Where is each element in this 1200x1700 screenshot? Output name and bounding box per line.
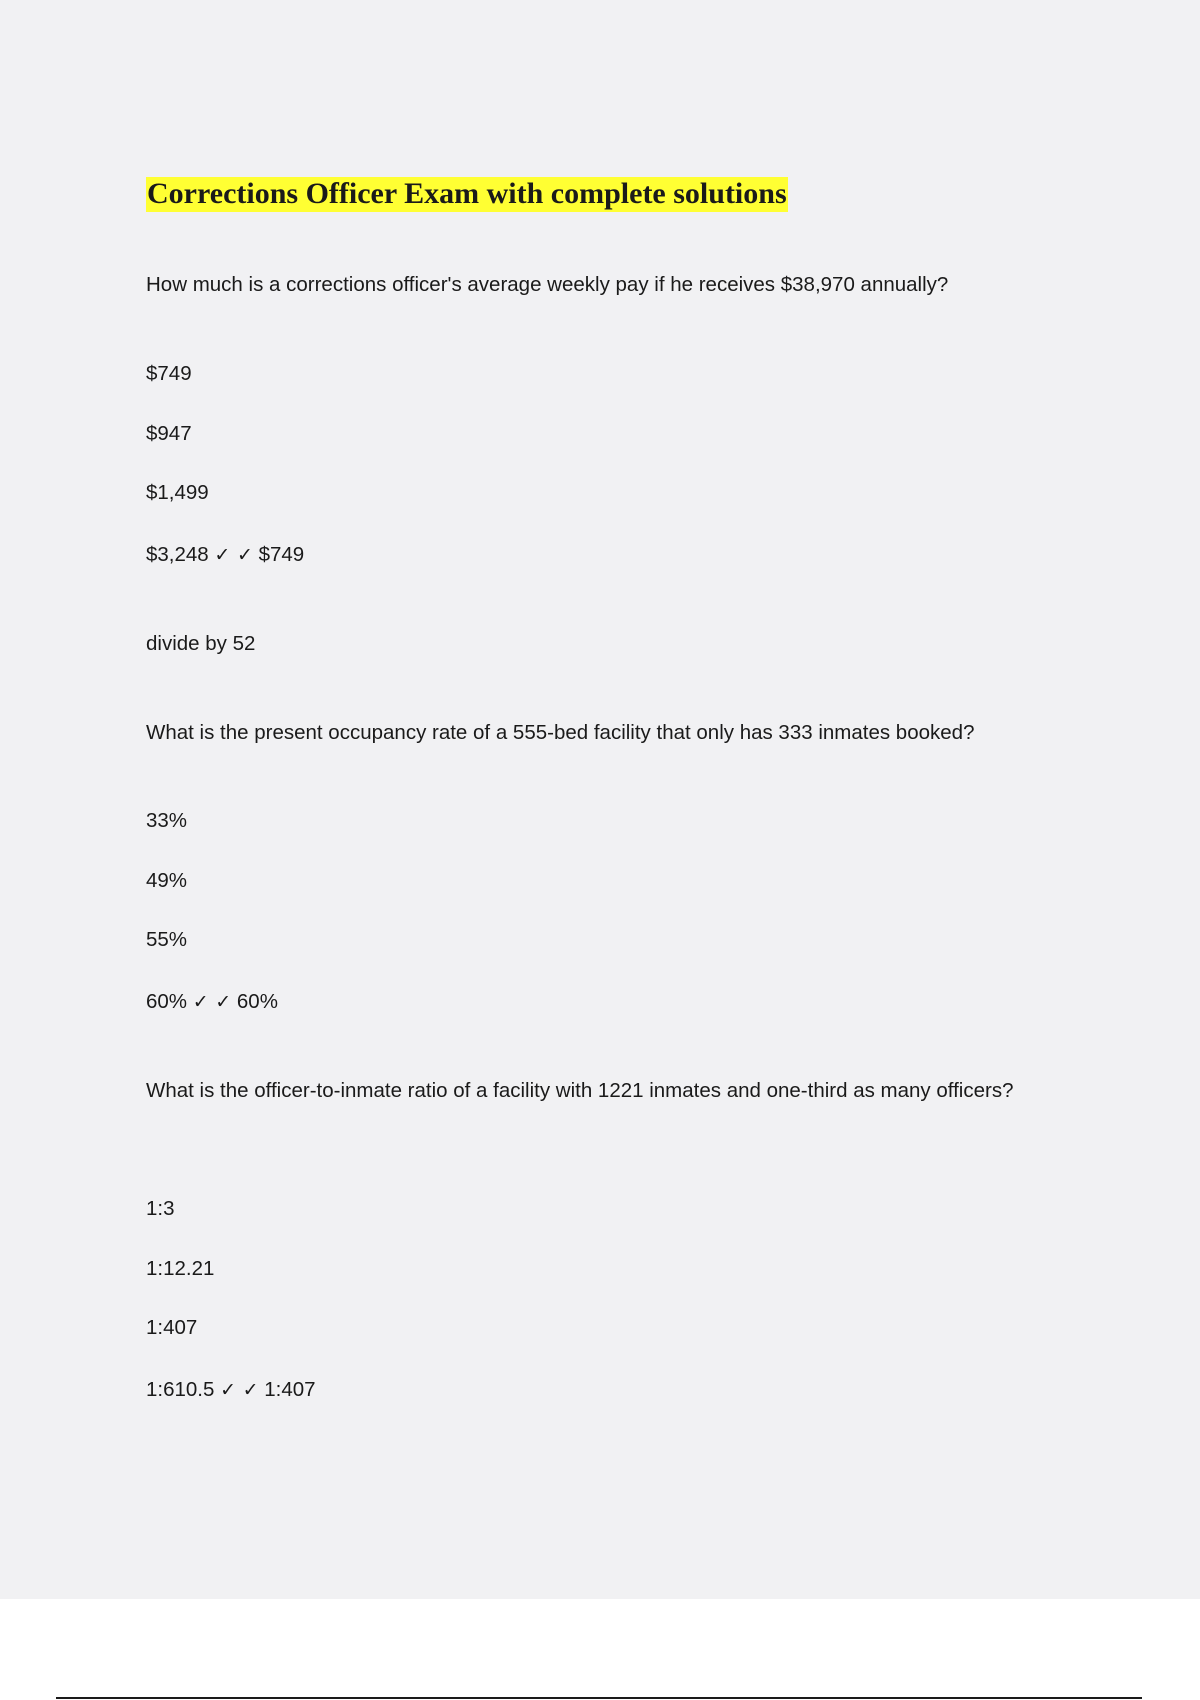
question-2-text: What is the present occupancy rate of a 555-bed facility that only has 333 inmates booked? bbox=[146, 721, 975, 744]
question-3-option-c: 1:407 bbox=[146, 1316, 198, 1339]
question-1-option-c: $1,499 bbox=[146, 481, 209, 504]
question-2-option-c: 55% bbox=[146, 928, 188, 951]
question-1-text: How much is a corrections officer's average weekly pay if he receives $38,970 annually? bbox=[146, 273, 949, 296]
question-1-option-d-with-answer bbox=[146, 540, 304, 570]
question-2-option-b: 49% bbox=[146, 869, 188, 892]
question-2-answer: 60% bbox=[236, 990, 278, 1013]
question-1-answer: $749 bbox=[258, 543, 305, 566]
footer-divider bbox=[56, 1697, 1142, 1699]
question-1-explanation: divide by 52 bbox=[146, 632, 256, 655]
question-2-option-a: 33% bbox=[146, 809, 188, 832]
question-3-answer: 1:407 bbox=[264, 1378, 316, 1401]
check-marks-icon: ✓ ✓ bbox=[220, 1379, 259, 1401]
question-3-option-d: 1:610.5 bbox=[146, 1378, 215, 1401]
document-title bbox=[146, 174, 788, 214]
question-3-option-d-with-answer bbox=[146, 1375, 316, 1405]
question-3-option-b: 1:12.21 bbox=[146, 1257, 215, 1280]
question-3-option-a: 1:3 bbox=[146, 1197, 175, 1220]
question-3-text: What is the officer-to-inmate ratio of a facility with 1221 inmates and one-third as many officers? bbox=[146, 1079, 1014, 1102]
document-title-text: Corrections Officer Exam with complete solutions bbox=[147, 177, 787, 210]
check-marks-icon: ✓ ✓ bbox=[214, 544, 253, 566]
question-2-option-d-with-answer bbox=[146, 987, 278, 1017]
question-1-option-b: $947 bbox=[146, 422, 192, 445]
question-1-option-a: $749 bbox=[146, 362, 192, 385]
question-1-option-d: $3,248 bbox=[146, 543, 209, 566]
question-2-option-d: 60% bbox=[146, 990, 188, 1013]
check-marks-icon: ✓ ✓ bbox=[192, 991, 232, 1013]
